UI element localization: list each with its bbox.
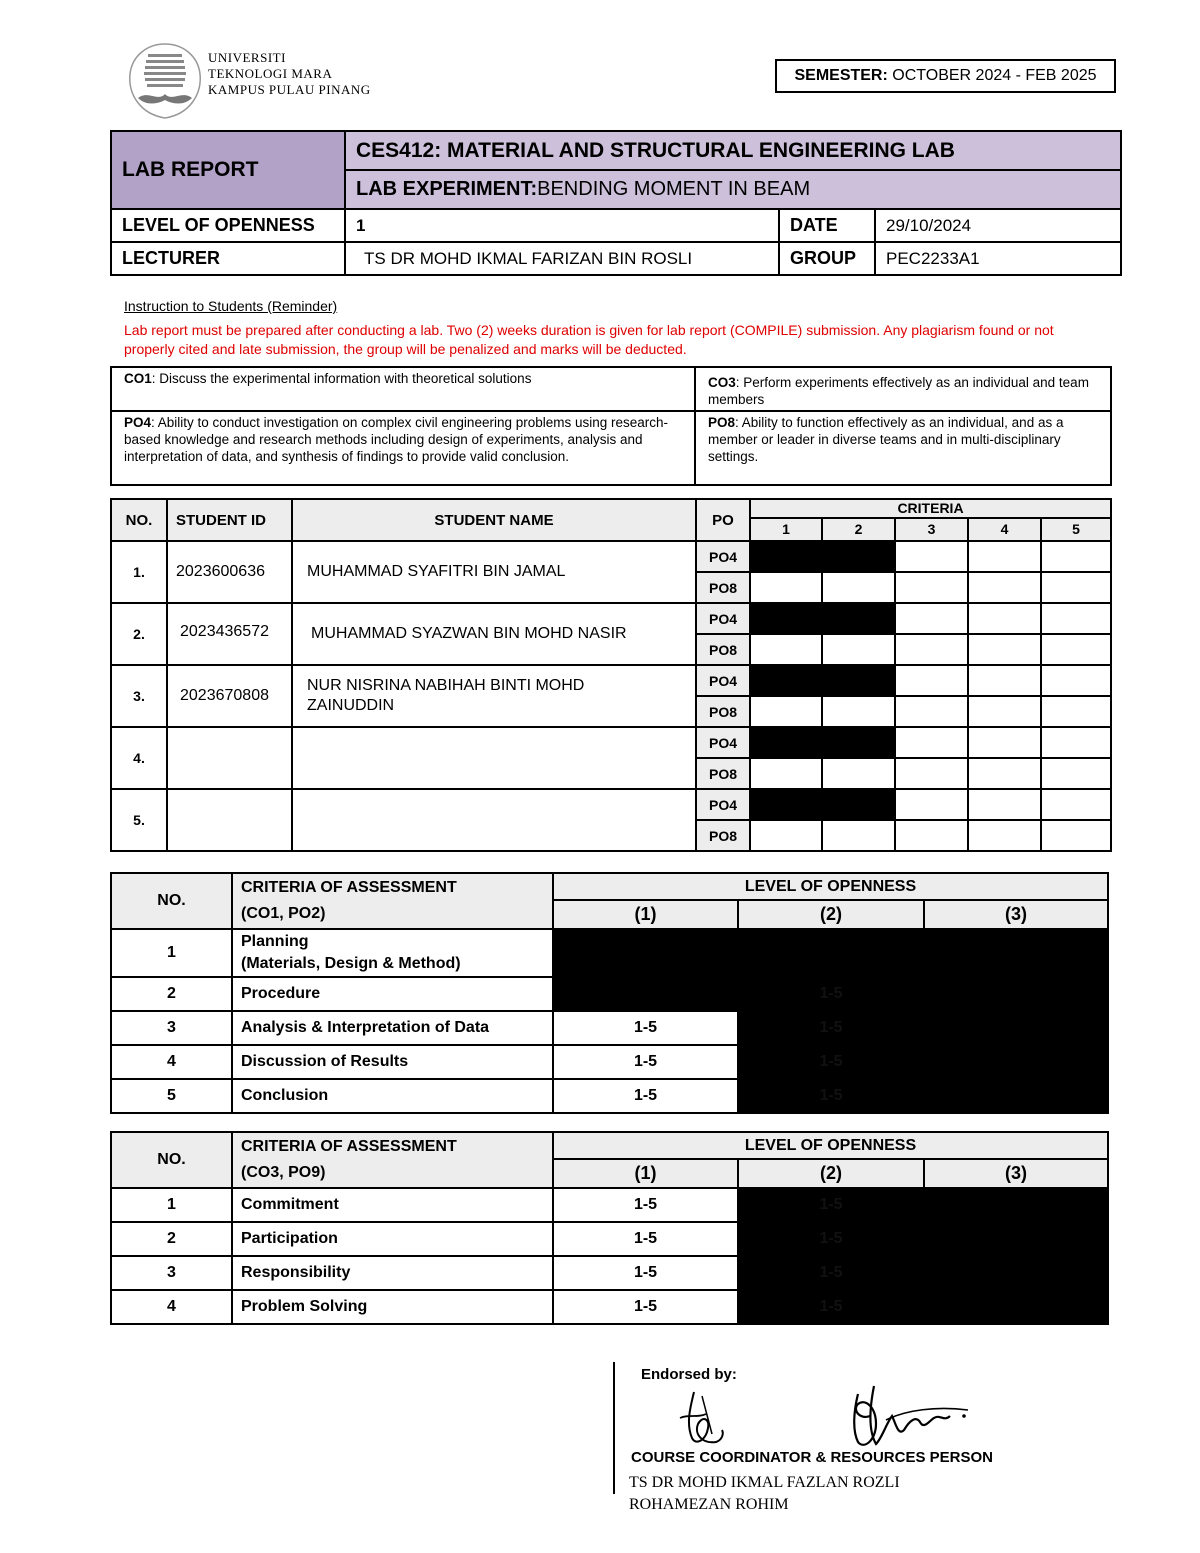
score-cell[interactable] [822,572,895,603]
level-header: (1) [553,900,738,929]
row-number: 3 [111,1011,232,1045]
student-name: MUHAMMAD SYAFITRI BIN JAMAL [292,541,696,603]
endorsed-label: Endorsed by: [641,1366,737,1383]
student-id: 2023600636 [167,541,292,603]
disabled-cell [750,789,822,820]
lecturer-label: LECTURER [111,242,345,275]
po4-cell: PO4: Ability to conduct investigation on complex civil engineering problems using research-based knowledge and research methods including design of experiments, analysis and interpretation of data, and synthesis of findings to provide valid conclusion. [111,411,695,485]
university-crest-icon [128,42,202,120]
score-cell[interactable] [968,696,1041,727]
score-cell[interactable] [1041,696,1111,727]
assessment-table-co3-po9 [110,1131,1109,1325]
criteria-name: Participation [232,1222,553,1256]
level-3-cell [924,1222,1108,1256]
student-id: 2023436572 [167,603,292,665]
level-3-cell [924,1188,1108,1222]
criteria-name: Discussion of Results [232,1045,553,1079]
score-cell[interactable] [895,820,968,851]
po8-cell: PO8: Ability to function effectively as an individual, and as a member or leader in diverse teams and in multi-disciplinary settings. [695,411,1111,485]
level-1-cell[interactable]: 1-5 [553,1011,738,1045]
row-number: 3. [111,665,167,727]
row-number: 3 [111,1256,232,1290]
table-row [111,603,1111,634]
header-po: PO [696,499,750,541]
score-cell[interactable] [895,634,968,665]
criteria-name: Problem Solving [232,1290,553,1324]
table-row [111,727,1111,758]
semester-value: OCTOBER 2024 - FEB 2025 [892,67,1097,84]
header-level-of-openness: LEVEL OF OPENNESS [553,1132,1108,1159]
signature-icon [846,1380,972,1450]
table-row [111,1188,1108,1222]
course-title: CES412: MATERIAL AND STRUCTURAL ENGINEERING LAB [345,131,1121,170]
table-row [111,1222,1108,1256]
openness-label: LEVEL OF OPENNESS [111,209,345,242]
level-3-cell [924,1079,1108,1113]
signature-icon [672,1388,732,1450]
score-cell[interactable] [750,820,822,851]
header-criteria: CRITERIA OF ASSESSMENT (CO1, PO2) [232,873,553,929]
header-no: NO. [111,873,232,929]
lecturer-value: TS DR MOHD IKMAL FARIZAN BIN ROSLI [345,242,779,275]
row-number: 5 [111,1079,232,1113]
score-cell[interactable] [895,572,968,603]
level-1-cell[interactable]: 1-5 [553,1222,738,1256]
level-3-cell [924,977,1108,1011]
header-no: NO. [111,499,167,541]
coordinator-role: COURSE COORDINATOR & RESOURCES PERSON [631,1449,993,1466]
co3-cell: CO3: Perform experiments effectively as an individual and team members [695,367,1111,411]
criteria-number: 5 [1041,518,1111,541]
po-label: PO4 [696,541,750,572]
row-number: 2 [111,1222,232,1256]
date-value: 29/10/2024 [875,209,1121,242]
score-cell[interactable] [1041,789,1111,820]
disabled-cell [822,603,895,634]
level-2-cell: 1-5 [738,977,924,1011]
score-cell[interactable] [968,820,1041,851]
score-cell[interactable] [968,727,1041,758]
score-cell[interactable] [895,758,968,789]
level-2-cell: 1-5 [738,1222,924,1256]
level-3-cell [924,1256,1108,1290]
criteria-name: Planning (Materials, Design & Method) [232,929,553,977]
score-cell[interactable] [822,696,895,727]
level-1-cell[interactable]: 1-5 [553,1290,738,1324]
endorser-name: ROHAMEZAN ROHIM [629,1496,789,1513]
level-1-cell[interactable]: 1-5 [553,1079,738,1113]
table-row [111,789,1111,820]
po-label: PO8 [696,696,750,727]
student-name[interactable] [292,789,696,851]
level-1-cell[interactable]: 1-5 [553,1256,738,1290]
score-cell[interactable] [968,634,1041,665]
score-cell[interactable] [1041,820,1111,851]
endorser-name: TS DR MOHD IKMAL FAZLAN ROZLI [629,1474,900,1491]
score-cell[interactable] [750,758,822,789]
score-cell[interactable] [750,572,822,603]
level-2-cell: 1-5 [738,1045,924,1079]
level-3-cell [924,1011,1108,1045]
criteria-name: Analysis & Interpretation of Data [232,1011,553,1045]
semester-box [775,59,1116,93]
score-cell[interactable] [895,789,968,820]
level-1-cell [553,977,738,1011]
students-table [110,498,1112,852]
row-number: 4 [111,1290,232,1324]
score-cell[interactable] [822,634,895,665]
po-label: PO4 [696,789,750,820]
level-header: (2) [738,1159,924,1188]
openness-value: 1 [345,209,779,242]
score-cell[interactable] [1041,665,1111,696]
score-cell[interactable] [968,541,1041,572]
header-student-name: STUDENT NAME [292,499,696,541]
score-cell[interactable] [968,572,1041,603]
table-row [111,1079,1108,1113]
score-cell[interactable] [1041,727,1111,758]
score-cell[interactable] [822,758,895,789]
instruction-body: Lab report must be prepared after conducting a lab. Two (2) weeks duration is given for lab report (COMPILE) submission. Any plagiarism found or not properly cited and late submission, the group will be penalized and marks will be deducted. [124,322,1054,357]
criteria-name: Commitment [232,1188,553,1222]
table-row [111,1011,1108,1045]
level-2-cell: 1-5 [738,1256,924,1290]
student-name: NUR NISRINA NABIHAH BINTI MOHD ZAINUDDIN [292,665,696,727]
criteria-number: 2 [822,518,895,541]
endorsement-divider [613,1362,615,1494]
score-cell[interactable] [1041,541,1111,572]
co1-cell: CO1: Discuss the experimental information with theoretical solutions [111,367,695,411]
instruction-heading: Instruction to Students (Reminder) [124,298,338,314]
group-label: GROUP [779,242,875,275]
criteria-number: 4 [968,518,1041,541]
assessment-table-co1-po2 [110,872,1109,1114]
score-cell[interactable] [895,665,968,696]
score-cell[interactable] [968,789,1041,820]
score-cell[interactable] [1041,603,1111,634]
student-name[interactable] [292,727,696,789]
date-label: DATE [779,209,875,242]
criteria-name: Conclusion [232,1079,553,1113]
title-block [110,130,1122,276]
level-2-cell: 1-5 [738,1011,924,1045]
po-label: PO4 [696,665,750,696]
table-row [111,929,1108,977]
level-header: (1) [553,1159,738,1188]
po-label: PO8 [696,572,750,603]
score-cell[interactable] [1041,634,1111,665]
header-student-id: STUDENT ID [167,499,292,541]
row-number: 4 [111,1045,232,1079]
disabled-cell [822,789,895,820]
semester-label: SEMESTER: [794,67,888,84]
level-3-cell [924,1290,1108,1324]
level-header: (3) [924,1159,1108,1188]
student-id[interactable] [167,727,292,789]
endorser-names [629,1472,900,1516]
criteria-number: 1 [750,518,822,541]
po-label: PO4 [696,603,750,634]
po-label: PO4 [696,727,750,758]
criteria-name: Responsibility [232,1256,553,1290]
disabled-cell [750,665,822,696]
criteria-name: Procedure [232,977,553,1011]
criteria-number: 3 [895,518,968,541]
header-criteria: CRITERIA [750,499,1111,518]
po-label: PO8 [696,820,750,851]
student-id[interactable] [167,789,292,851]
level-2-cell: 1-5 [738,1079,924,1113]
disabled-cell [822,727,895,758]
score-cell[interactable] [895,696,968,727]
university-name: UNIVERSITI TEKNOLOGI MARA KAMPUS PULAU PINANG [208,50,371,97]
score-cell[interactable] [822,820,895,851]
score-cell[interactable] [968,603,1041,634]
level-2-cell [738,929,924,977]
header-criteria: CRITERIA OF ASSESSMENT (CO3, PO9) [232,1132,553,1188]
po-label: PO8 [696,758,750,789]
table-row [111,1256,1108,1290]
disabled-cell [750,603,822,634]
score-cell[interactable] [968,665,1041,696]
disabled-cell [822,541,895,572]
outcomes-table [110,366,1112,486]
row-number: 1 [111,1188,232,1222]
disabled-cell [822,665,895,696]
level-header: (3) [924,900,1108,929]
po-label: PO8 [696,634,750,665]
table-row [111,665,1111,696]
score-cell[interactable] [895,603,968,634]
header-no: NO. [111,1132,232,1188]
disabled-cell [750,727,822,758]
student-name: MUHAMMAD SYAZWAN BIN MOHD NASIR [292,603,696,665]
score-cell[interactable] [895,727,968,758]
student-id: 2023670808 [167,665,292,727]
table-row [111,541,1111,572]
row-number: 1. [111,541,167,603]
score-cell[interactable] [1041,758,1111,789]
disabled-cell [750,541,822,572]
level-2-cell: 1-5 [738,1290,924,1324]
experiment-title: LAB EXPERIMENT:BENDING MOMENT IN BEAM [345,170,1121,209]
row-number: 2 [111,977,232,1011]
table-row [111,1290,1108,1324]
score-cell[interactable] [750,634,822,665]
level-header: (2) [738,900,924,929]
row-number: 5. [111,789,167,851]
score-cell[interactable] [1041,572,1111,603]
score-cell[interactable] [968,758,1041,789]
table-row [111,1045,1108,1079]
lab-report-label: LAB REPORT [111,131,345,209]
row-number: 4. [111,727,167,789]
row-number: 1 [111,929,232,977]
group-value: PEC2233A1 [875,242,1121,275]
level-1-cell[interactable]: 1-5 [553,1045,738,1079]
table-row [111,977,1108,1011]
level-3-cell [924,1045,1108,1079]
level-2-cell: 1-5 [738,1188,924,1222]
level-1-cell [553,929,738,977]
level-1-cell[interactable]: 1-5 [553,1188,738,1222]
row-number: 2. [111,603,167,665]
score-cell[interactable] [895,541,968,572]
score-cell[interactable] [750,696,822,727]
header-level-of-openness: LEVEL OF OPENNESS [553,873,1108,900]
level-3-cell [924,929,1108,977]
